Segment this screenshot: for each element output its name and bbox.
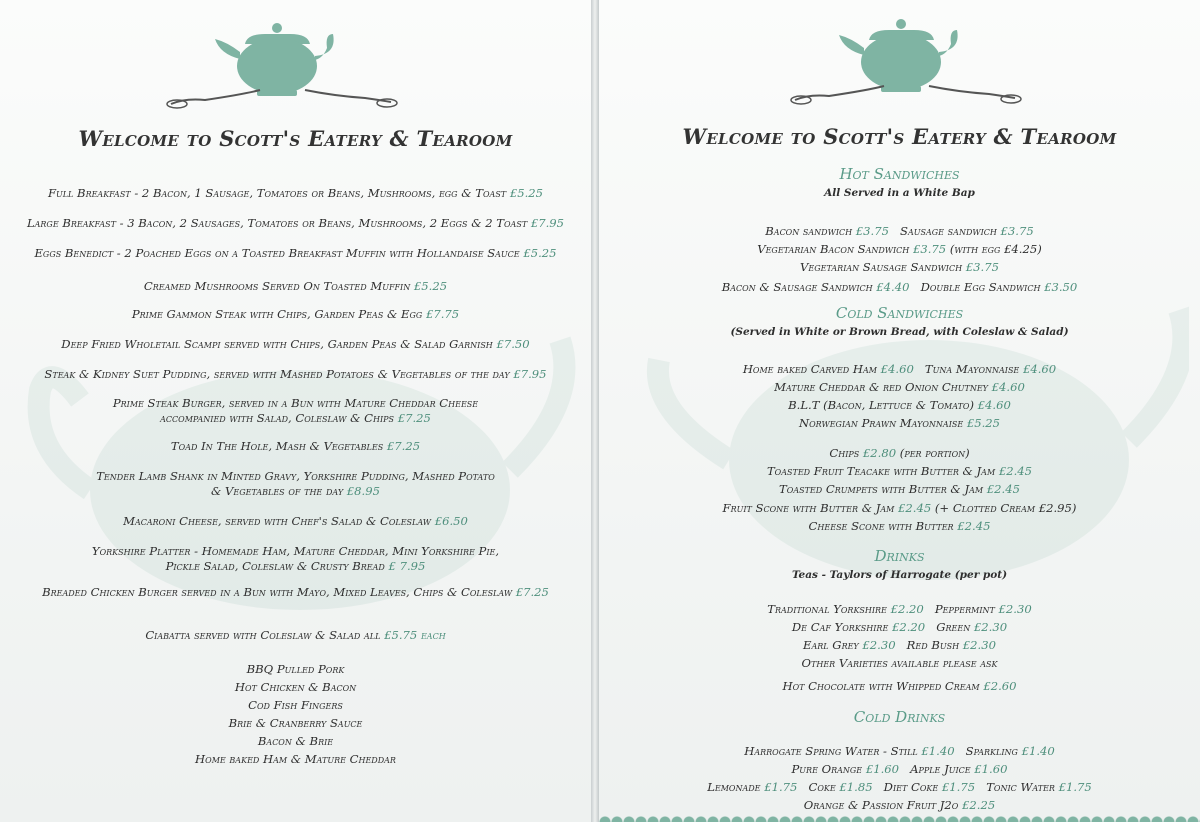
item-name: Toasted Fruit Teacake with Butter & Jam xyxy=(766,464,996,478)
item-price: £3.75 xyxy=(912,242,947,256)
teapot-logo xyxy=(789,10,1029,110)
menu-line xyxy=(599,242,1200,256)
item-name: Vegetarian Sausage Sandwich xyxy=(800,260,963,274)
item-price: £3.75 xyxy=(1000,224,1034,238)
menu-page-left xyxy=(0,0,591,822)
item-price: £4.60 xyxy=(880,362,914,376)
item-price: £2.20 xyxy=(891,620,926,634)
item-price: £2.45 xyxy=(986,482,1020,496)
item-name: Double Egg Sandwich xyxy=(920,280,1041,294)
menu-line xyxy=(599,620,1200,634)
item-name: Prime Steak Burger, served in a Bun with Mature Cheddar Cheese xyxy=(112,396,479,410)
item-name: Ciabatta served with Coleslaw & Salad all xyxy=(145,628,381,642)
item-name: Red Bush xyxy=(906,638,960,652)
item-price: £4.60 xyxy=(977,398,1011,412)
item-name: Full Breakfast - 2 Bacon, 1 Sausage, Tomatoes or Beans, Mushrooms, egg & Toast xyxy=(47,186,507,200)
section-subtitle: Teas - Taylors of Harrogate (per pot) xyxy=(791,569,1008,581)
item-name: B.L.T (Bacon, Lettuce & Tomato) xyxy=(788,398,974,412)
menu-line xyxy=(0,186,591,200)
scalloped-border xyxy=(599,812,1200,822)
item-name: Bacon & Brie xyxy=(257,734,334,748)
item-name: Home baked Carved Ham xyxy=(742,362,877,376)
item-price: £4.60 xyxy=(991,380,1025,394)
section-subtitle: All Served in a White Bap xyxy=(824,187,975,199)
menu-line xyxy=(599,280,1200,294)
item-name: Large Breakfast - 3 Bacon, 2 Sausages, Tomatoes or Beans, Mushrooms, 2 Eggs & 2 Toast xyxy=(26,216,528,230)
menu-line xyxy=(0,628,591,642)
item-name: Chips xyxy=(829,446,860,460)
menu-line xyxy=(0,514,591,528)
section-heading-cold-drinks: Cold Drinks xyxy=(853,708,946,726)
menu-line xyxy=(0,337,591,351)
page-divider xyxy=(591,0,599,822)
item-name: Diet Coke xyxy=(883,780,939,794)
item-price: £ 7.95 xyxy=(388,559,426,573)
menu-line xyxy=(0,585,591,599)
item-name: Coke xyxy=(808,780,836,794)
menu-line xyxy=(599,519,1200,533)
item-note: (+ Clotted Cream £2.95) xyxy=(934,501,1077,515)
menu-line xyxy=(0,279,591,293)
item-price: £5.25 xyxy=(523,246,557,260)
item-name: Lemonade xyxy=(707,780,761,794)
item-price: £5.75 each xyxy=(384,628,446,642)
item-name: Deep Fried Wholetail Scampi served with Chips, Garden Peas & Salad Garnish xyxy=(61,337,493,351)
menu-line xyxy=(0,716,591,730)
item-name: Toad In The Hole, Mash & Vegetables xyxy=(170,439,384,453)
item-name: Earl Grey xyxy=(803,638,859,652)
item-price: £2.45 xyxy=(957,519,991,533)
item-name: Brie & Cranberry Sauce xyxy=(228,716,363,730)
item-name: Green xyxy=(936,620,971,634)
item-name: Pure Orange xyxy=(791,762,863,776)
item-name: Cod Fish Fingers xyxy=(248,698,343,712)
item-name: Yorkshire Platter - Homemade Ham, Mature Cheddar, Mini Yorkshire Pie, xyxy=(91,544,500,558)
menu-line xyxy=(0,469,591,483)
item-name: Pickle Salad, Coleslaw & Crusty Bread xyxy=(165,559,385,573)
item-price: £2.30 xyxy=(962,638,996,652)
menu-line xyxy=(0,396,591,410)
item-price: £5.25 xyxy=(413,279,448,293)
item-price: £3.75 xyxy=(965,260,999,274)
item-price: £7.50 xyxy=(496,337,530,351)
menu-line xyxy=(599,446,1200,460)
item-name: Sausage sandwich xyxy=(900,224,997,238)
item-name: Tender Lamb Shank in Minted Gravy, Yorkshire Pudding, Mashed Potato xyxy=(96,469,495,483)
page-title: Welcome to Scott's Eatery & Tearoom xyxy=(682,124,1117,149)
item-price: £2.45 xyxy=(998,464,1033,478)
item-price: £7.25 xyxy=(397,411,431,425)
item-price: £6.50 xyxy=(434,514,468,528)
item-price: £1.75 xyxy=(1058,780,1092,794)
item-name: Apple Juice xyxy=(910,762,971,776)
item-price: £1.40 xyxy=(1021,744,1055,758)
item-name: Bacon & Sausage Sandwich xyxy=(721,280,873,294)
item-name: Tonic Water xyxy=(986,780,1055,794)
menu-line xyxy=(0,216,591,230)
hot-chocolate-line xyxy=(599,679,1200,693)
menu-line xyxy=(0,559,591,573)
menu-line xyxy=(599,602,1200,616)
item-price: £3.50 xyxy=(1044,280,1078,294)
menu-line xyxy=(0,411,591,425)
item-price: £5.25 xyxy=(966,416,1001,430)
item-name: Vegetarian Bacon Sandwich xyxy=(757,242,910,256)
item-price: £4.60 xyxy=(1022,362,1057,376)
item-price: £1.75 xyxy=(941,780,976,794)
section-heading-hot-sandwiches: Hot Sandwiches xyxy=(839,165,960,183)
menu-line xyxy=(599,638,1200,652)
item-name: Eggs Benedict - 2 Poached Eggs on a Toasted Breakfast Muffin with Hollandaise Sauce xyxy=(34,246,520,260)
item-name: Orange & Passion Fruit J2o xyxy=(803,798,959,812)
item-price: £2.80 xyxy=(862,446,897,460)
item-name: Sparkling xyxy=(965,744,1018,758)
menu-line xyxy=(599,464,1200,478)
menu-line xyxy=(0,484,591,498)
item-name: Other Varieties available please ask xyxy=(801,656,998,670)
item-name: Tuna Mayonnaise xyxy=(924,362,1020,376)
item-price: £2.30 xyxy=(862,638,896,652)
item-price: £7.95 xyxy=(530,216,565,230)
item-name: Hot Chicken & Bacon xyxy=(234,680,357,694)
item-price: £5.25 xyxy=(509,186,544,200)
menu-line xyxy=(0,367,591,381)
item-price: £7.25 xyxy=(515,585,549,599)
menu-line xyxy=(599,224,1200,238)
item-name: Prime Gammon Steak with Chips, Garden Peas & Egg xyxy=(131,307,423,321)
item-name: Traditional Yorkshire xyxy=(767,602,887,616)
menu-page-right xyxy=(599,0,1200,822)
item-name: Fruit Scone with Butter & Jam xyxy=(722,501,895,515)
item-price: £1.85 xyxy=(839,780,873,794)
menu-line xyxy=(0,680,591,694)
item-name: Toasted Crumpets with Butter & Jam xyxy=(779,482,984,496)
item-price: £2.20 xyxy=(890,602,924,616)
item-price: £2.25 xyxy=(962,798,996,812)
section-heading-drinks: Drinks xyxy=(874,547,925,565)
item-note: (with egg £4.25) xyxy=(949,242,1042,256)
menu-line xyxy=(599,762,1200,776)
section-heading-cold-sandwiches: Cold Sandwiches xyxy=(835,304,964,322)
item-name: Bacon sandwich xyxy=(765,224,853,238)
teapot-logo xyxy=(165,14,405,114)
page-title: Welcome to Scott's Eatery & Tearoom xyxy=(78,126,513,151)
menu-line xyxy=(0,307,591,321)
item-price: £2.30 xyxy=(998,602,1032,616)
item-note: (per portion) xyxy=(899,446,970,460)
item-name: Harrogate Spring Water - Still xyxy=(744,744,918,758)
menu-line xyxy=(599,744,1200,758)
item-name: Peppermint xyxy=(934,602,995,616)
item-price: £2.45 xyxy=(898,501,932,515)
item-price: £1.60 xyxy=(865,762,900,776)
menu-line xyxy=(599,416,1200,430)
item-name: Mature Cheddar & red Onion Chutney xyxy=(774,380,988,394)
item-name: Norwegian Prawn Mayonnaise xyxy=(798,416,964,430)
section-subtitle: (Served in White or Brown Bread, with Coleslaw & Salad) xyxy=(730,326,1069,338)
menu-line xyxy=(0,544,591,558)
item-price: £1.40 xyxy=(921,744,955,758)
menu-line xyxy=(599,482,1200,496)
item-price: £2.30 xyxy=(973,620,1008,634)
item-price: £1.75 xyxy=(764,780,798,794)
menu-line xyxy=(0,439,591,453)
menu-line xyxy=(599,380,1200,394)
menu-line xyxy=(0,698,591,712)
item-price: £4.40 xyxy=(876,280,910,294)
menu-line xyxy=(0,662,591,676)
item-name: Macaroni Cheese, served with Chef's Salad & Coleslaw xyxy=(123,514,431,528)
item-price: £3.75 xyxy=(855,224,889,238)
menu-line xyxy=(599,780,1200,794)
item-price: £7.95 xyxy=(513,367,547,381)
item-price: £2.60 xyxy=(983,679,1017,693)
item-name: Steak & Kidney Suet Pudding, served with Mashed Potatoes & Vegetables of the day xyxy=(44,367,510,381)
item-price: £7.75 xyxy=(425,307,460,321)
menu-line xyxy=(599,362,1200,376)
item-name: Home baked Ham & Mature Cheddar xyxy=(195,752,396,766)
menu-line xyxy=(0,752,591,766)
menu-line xyxy=(599,798,1200,812)
item-name: accompanied with Salad, Coleslaw & Chips xyxy=(160,411,394,425)
item-name: Breaded Chicken Burger served in a Bun with Mayo, Mixed Leaves, Chips & Coleslaw xyxy=(42,585,513,599)
item-name: De Caf Yorkshire xyxy=(791,620,889,634)
item-name: BBQ Pulled Pork xyxy=(246,662,345,676)
menu-line xyxy=(599,501,1200,515)
item-price: £8.95 xyxy=(346,484,380,498)
item-name: Creamed Mushrooms Served On Toasted Muffin xyxy=(143,279,411,293)
menu-line xyxy=(599,260,1200,274)
menu-line xyxy=(0,734,591,748)
item-price: £7.25 xyxy=(386,439,421,453)
menu-line xyxy=(599,398,1200,412)
item-price: £1.60 xyxy=(974,762,1008,776)
menu-line xyxy=(0,246,591,260)
menu-line xyxy=(599,656,1200,670)
item-name: Cheese Scone with Butter xyxy=(808,519,954,533)
item-name: & Vegetables of the day xyxy=(211,484,344,498)
item-name: Hot Chocolate with Whipped Cream xyxy=(782,679,980,693)
